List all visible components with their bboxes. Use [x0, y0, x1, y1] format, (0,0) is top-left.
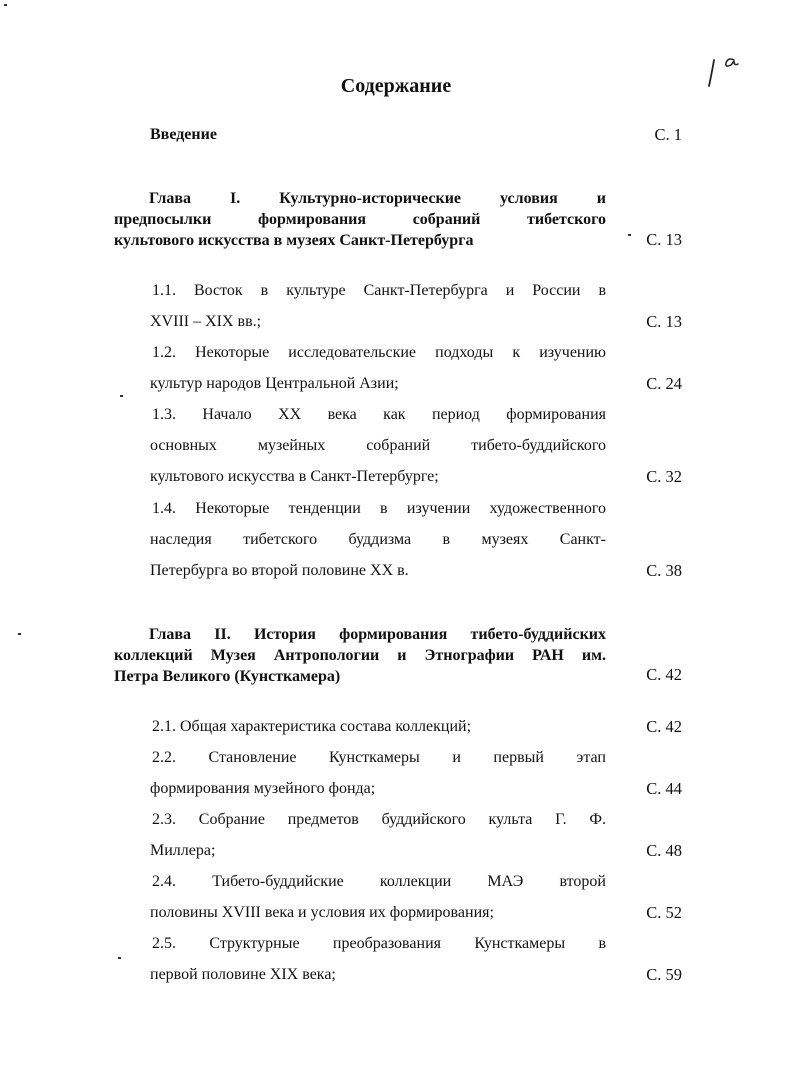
section-line: 2.2. Становление Кунсткамеры и первый этап [152, 749, 606, 766]
toc-section [152, 493, 606, 586]
toc-section [152, 804, 606, 866]
section-line: культового искусства в Санкт-Петербурге; [150, 468, 439, 485]
section-page: С. 24 [646, 374, 682, 393]
toc-section [152, 275, 606, 337]
section-page: С. 59 [646, 965, 682, 984]
chapter1-line: Глава I. Культурно-исторические условия и [149, 190, 606, 207]
scan-speck [4, 4, 7, 6]
chapter2-line: коллекций Музея Антропологии и Этнографии РАН им. [114, 647, 606, 664]
section-line: 1.3. Начало XX века как период формирования [152, 406, 606, 423]
section-line: культур народов Центральной Азии; [150, 375, 399, 392]
section-page: С. 42 [646, 717, 682, 736]
section-line: первой половине XIX века; [150, 966, 336, 983]
section-page: С. 48 [646, 841, 682, 860]
section-line: XVIII – XIX вв.; [150, 313, 262, 330]
section-page: С. 52 [646, 903, 682, 922]
section-line: основных музейных собраний тибето-буддийского [150, 437, 606, 454]
toc-section [152, 711, 606, 742]
page-title: Содержание [340, 75, 452, 97]
section-line: 1.1. Восток в культуре Санкт-Петербурга и России в [152, 282, 606, 299]
toc-section [152, 928, 606, 990]
section-line: 2.4. Тибето-буддийские коллекции МАЭ второй [152, 873, 606, 890]
section-page: С. 32 [646, 467, 682, 486]
handwritten-page-mark [700, 50, 750, 94]
section-line: половины XVIII века и условия их формирования; [150, 904, 494, 921]
scan-speck [628, 234, 631, 236]
section-page: С. 13 [646, 312, 682, 331]
chapter2-line: Петра Великого (Кунсткамера) [114, 668, 341, 685]
section-line: 2.1. Общая характеристика состава коллекций; [152, 718, 472, 735]
chapter2-line: Глава II. История формирования тибето-буддийских [149, 626, 606, 643]
scan-speck [18, 633, 21, 635]
section-line: Миллера; [150, 842, 216, 859]
section-line: 1.4. Некоторые тенденции в изучении художественного [152, 500, 606, 517]
section-line: формирования музейного фонда; [150, 780, 376, 797]
scan-speck [120, 395, 123, 397]
chapter1-page: С. 13 [646, 230, 682, 249]
chapter2-page: С. 42 [646, 665, 682, 684]
toc-section [152, 337, 606, 399]
toc-section [152, 742, 606, 804]
toc-section [152, 866, 606, 928]
section-line: наследия тибетского буддизма в музеях Санкт- [150, 531, 606, 548]
chapter1-line: культового искусства в музеях Санкт-Петербурга [114, 232, 474, 249]
section-line: Петербурга во второй половине XX в. [150, 562, 409, 579]
toc-intro-page: С. 1 [654, 125, 682, 144]
chapter2-heading [114, 624, 606, 687]
chapter1-heading [114, 188, 606, 251]
section-line: 1.2. Некоторые исследовательские подходы к изучению [152, 344, 606, 361]
section-page: С. 38 [646, 561, 682, 580]
section-line: 2.5. Структурные преобразования Кунсткамеры в [152, 935, 606, 952]
scan-speck [118, 957, 121, 959]
section-line: 2.3. Собрание предметов буддийского культа Г. Ф. [152, 811, 606, 828]
chapter1-line: предпосылки формирования собраний тибетского [114, 211, 606, 228]
toc-section [152, 399, 606, 492]
toc-intro-label: Введение [150, 126, 217, 143]
section-page: С. 44 [646, 779, 682, 798]
